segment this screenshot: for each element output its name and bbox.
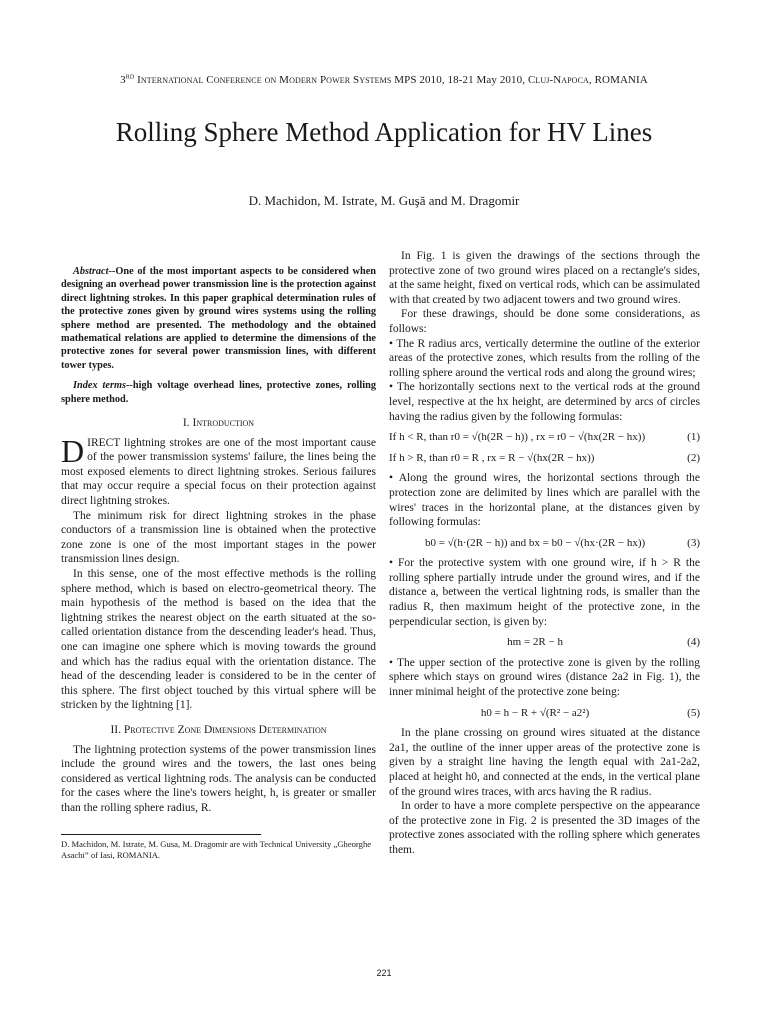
intro-paragraph-3: In this sense, one of the most effective methods is the rolling sphere method, which is based on electro-geometrical theory. The main hypothesis of the method is based on the idea that the lightning strikes the nearest object on the earth situated at the so-called orientation distance from the descending leader's head. Thus, one can imagine one sphere which is moving towards the ground and which has the radius equal with the orientation distance. The head of the descending leader is considered to be in the center of this sphere. The first object touched by this virtual sphere will be stricken by the lightning [1]. (61, 568, 376, 712)
equation-4: hm = 2R − h (4) (507, 636, 700, 649)
bullet-one-ground-wire: • For the protective system with one ground wire, if h > R the rolling sphere partially intrude under the ground wires, and if the distance a, between the vertical lightning rods, is smaller than the radius R, then maximum height of the protective zone, in the perpendicular section, is given by: (389, 557, 700, 628)
right-paragraph-2: For these drawings, should be done some considerations, as follows: (389, 308, 700, 335)
author-footnote: D. Machidon, M. Istrate, M. Gusa, M. Dragomir are with Technical University „Gheorghe Asachi” of Iasi, ROMANIA. (61, 838, 372, 860)
equation-2: If h > R, than r0 = R , rx = R − √(hx(2R − hx)) (2) (389, 451, 700, 464)
left-column (61, 265, 376, 861)
equation-3: b0 = √(h·(2R − h)) and bx = b0 − √(hx·(2R − hx)) (3) (424, 536, 700, 549)
bullet-horizontal-sections: • The horizontally sections next to the vertical rods at the ground level, respective at the hx height, are determined by arcs of circles having the radius given by the following formulas: (389, 381, 700, 423)
conference-header: 3RD International Conference on Modern Power Systems MPS 2010, 18-21 May 2010, Cluj-Napoca, ROMANIA (120, 74, 648, 86)
authors: D. Machidon, M. Istrate, M. Guşă and M. Dragomir (248, 193, 520, 208)
bullet-radius-arcs: • The R radius arcs, vertically determine the outline of the exterior areas of the protective zones, which results from the rolling of the rolling sphere around the vertical rods and along the ground wires; (389, 337, 700, 379)
section2-paragraph-1: The lightning protection systems of the power transmission lines include the ground wires and the towers, the last ones being considered as vertical lightning rods. The analysis can be conducted for the cases where the line's towers height, h, is greater or smaller than the rolling sphere radius, R. (61, 743, 376, 814)
abstract: Abstract--One of the most important aspects to be considered when designing an overhead power transmission line is the protection against direct lightning strokes. In this paper graphical determination rules of the protective zones given by ground wires systems using the rolling sphere method are presented. The methodology and the obtained mathematical relations are applied to determine the dimensions of the protective zones for several power transmission lines, with different tower types. (61, 266, 376, 371)
equation-1: If h < R, than r0 = √(h(2R − h)) , rx = r0 − √(hx(2R − hx)) (1) (389, 431, 700, 444)
right-paragraph-4: In order to have a more complete perspective on the appearance of the protective zone in Fig. 2 is presented the 3D images of the protective zones associated with the rolling sphere which generates them. (389, 800, 700, 856)
bullet-upper-section: • The upper section of the protective zone is given by the rolling sphere which stays on ground wires (distance 2a2 in Fig. 1), the inner minimal height of the protective zone being: (389, 656, 700, 699)
equation-5: h0 = h − R + √(R² − a2²) (5) (480, 706, 700, 719)
drop-cap: D (61, 432, 85, 469)
bullet-ground-wires: • Along the ground wires, the horizontal sections through the protection zone are delimited by lines which are parallel with the wires' traces in the horizontal plane, at the distances given by following formulas: (389, 472, 700, 529)
section-heading-protective-zone: II. Protective Zone Dimensions Determination (110, 723, 327, 736)
paper-title: Rolling Sphere Method Application for HV Lines (115, 117, 653, 147)
right-paragraph-3: In the plane crossing on ground wires situated at the distance 2a1, the outline of the inner upper areas of the protective zone is given by a straight line having the length equal with 2a1-2a2, placed at height h0, and connected at the ends, in the vertical plane of the ground wires traces, with arcs having the R radius. (389, 727, 700, 798)
intro-paragraph-1: DIRECT lightning strokes are one of the most important cause of the power transmission systems' failure, the lines being the most exposed elements to direct lightning strokes. Serious failures that may occur require a special focus on their protection against direct lightning strokes. (61, 432, 376, 508)
section-heading-introduction: I. Introduction (182, 417, 255, 430)
intro-paragraph-2: The minimum risk for direct lightning strokes in the phase conductors of a transmission line is obtained when the protective zone zone is one of the most important stages in the power transmission lines design. (61, 509, 376, 566)
right-column (389, 249, 700, 858)
page-number: 221 (376, 968, 392, 978)
right-paragraph-1: In Fig. 1 is given the drawings of the sections through the protective zone of two ground wires placed on a rectangle's sides, at the same height, fixed on vertical rods, which can be assimulated with that created by two adjacent towers and two ground wires. (389, 250, 700, 306)
footnote-divider (61, 834, 261, 835)
index-terms: Index terms--high voltage overhead lines, protective zones, rolling sphere method. (61, 380, 376, 405)
